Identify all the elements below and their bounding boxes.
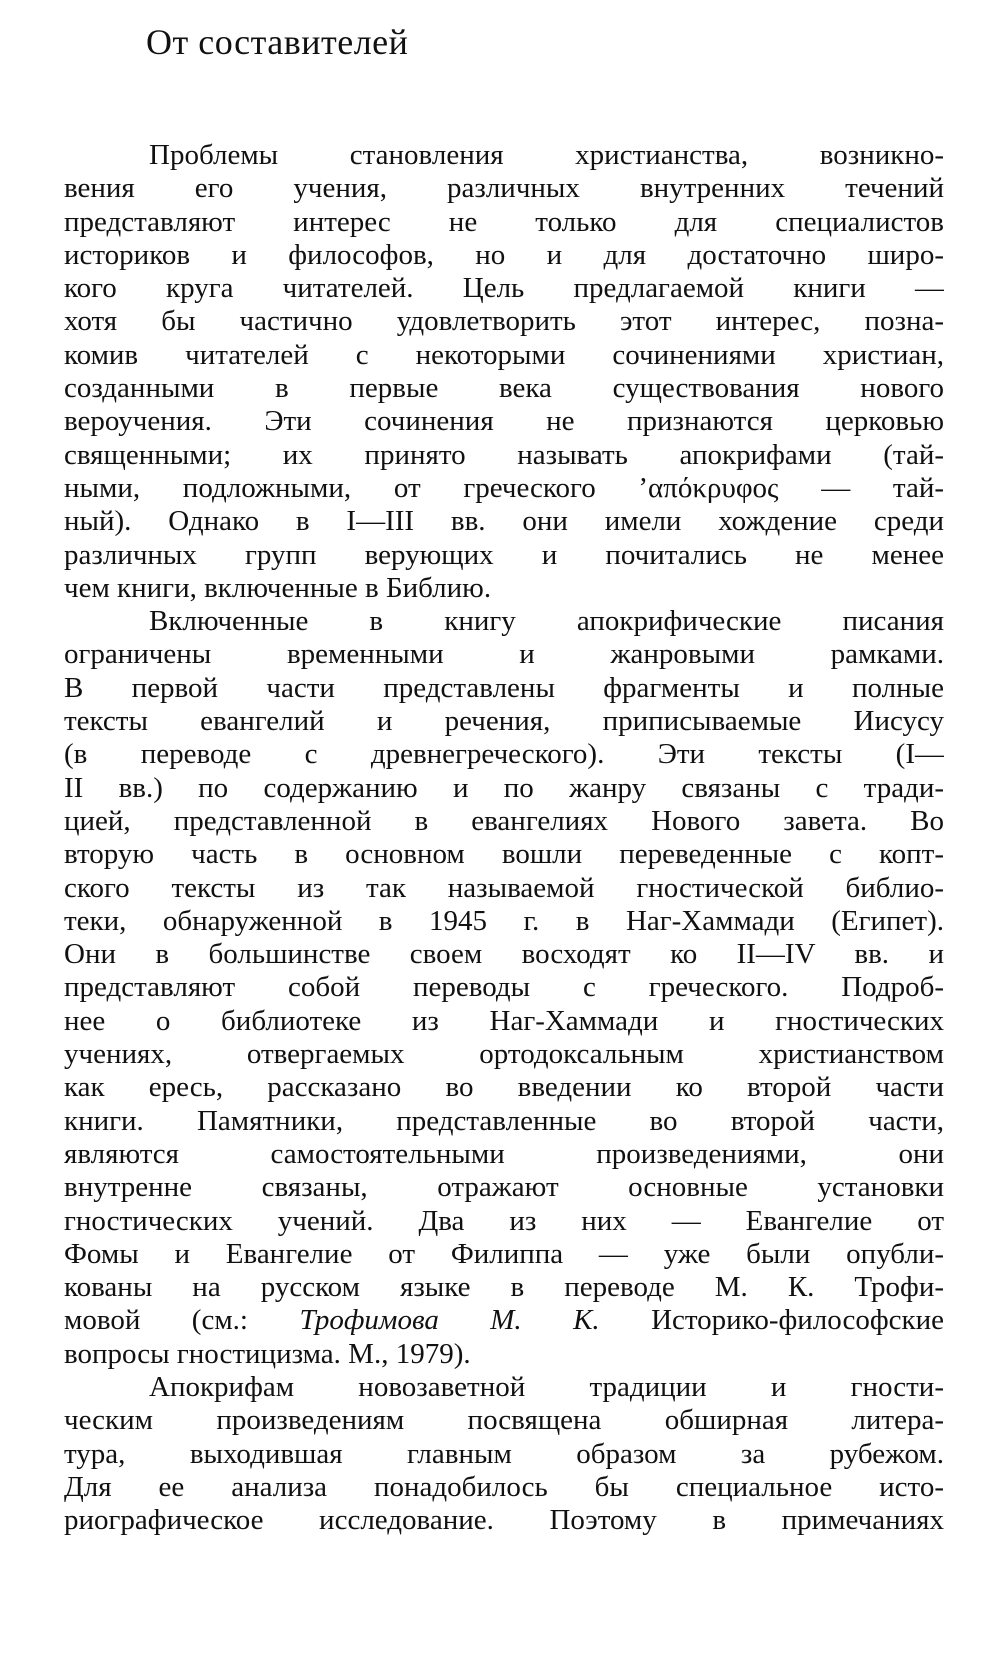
paragraph-literature (64, 1371, 944, 1537)
text-line: созданными в первые века существования нового (64, 372, 944, 405)
text-line: Фомы и Евангелие от Филиппа — уже были опубли- (64, 1237, 944, 1270)
text-line: комив читателей с некоторыми сочинениями христиан, (64, 338, 944, 371)
text-line: вторую часть в основном вошли переведенные с копт- (64, 838, 944, 871)
citation-author: Трофимова М. К. (299, 1304, 600, 1337)
text-line: ный). Однако в I—III вв. они имели хождение среди (64, 505, 944, 538)
section-heading: От составителей (146, 22, 409, 62)
text-line: представляют собой переводы с греческого. Подроб- (64, 971, 944, 1004)
text-line: тура, выходившая главным образом за рубежом. (64, 1437, 944, 1470)
text-line: ограничены временными и жанровыми рамками. (64, 638, 944, 671)
text-line: вопросы гностицизма. М., 1979). (64, 1337, 471, 1370)
text-line: кого круга читателей. Цель предлагаемой книги — (64, 272, 944, 305)
paragraph-contents (64, 605, 944, 1371)
text-line: теки, обнаруженной в 1945 г. в Наг-Хаммади (Египет). (64, 904, 944, 937)
text-line: учениях, отвергаемых ортодоксальным христианством (64, 1038, 944, 1071)
text-line: вения его учения, различных внутренних течений (64, 172, 944, 205)
text-line: священными; их принято называть апокрифами (тай- (64, 438, 944, 471)
paragraph-intro (64, 139, 944, 605)
text-line: книги. Памятники, представленные во второй части, (64, 1104, 944, 1137)
text-line: Они в большинстве своем восходят ко II—IV вв. и (64, 938, 944, 971)
body-text (64, 139, 944, 1537)
text-line: представляют интерес не только для специалистов (64, 205, 944, 238)
text-line: кованы на русском языке в переводе М. К. Трофи- (64, 1271, 944, 1304)
text-line: чем книги, включенные в Библию. (64, 571, 492, 604)
text-line: ными, подложными, от греческого ’απόκρυφος — тай- (64, 471, 944, 504)
text-line: ского тексты из так называемой гностической библио- (64, 871, 944, 904)
text-line: гностических учений. Два из них — Евангелие от (64, 1204, 944, 1237)
text-line: (в переводе с древнегреческого). Эти тексты (I— (64, 738, 944, 771)
citation-title: Историко-философские (599, 1304, 944, 1337)
text-line: являются самостоятельными произведениями, они (64, 1137, 944, 1170)
text-line: риографическое исследование. Поэтому в примечаниях (64, 1504, 944, 1537)
text-line: цией, представленной в евангелиях Нового завета. Во (64, 804, 944, 837)
text-line: Проблемы становления христианства, возникно- (149, 139, 944, 171)
text-line: историков и философов, но и для достаточно широ- (64, 238, 944, 271)
text-line: нее о библиотеке из Наг-Хаммади и гностических (64, 1004, 944, 1037)
text-line: различных групп верующих и почитались не менее (64, 538, 944, 571)
text-line: тексты евангелий и речения, приписываемые Иисусу (64, 705, 944, 738)
text-line: Для ее анализа понадобилось бы специальное исто- (64, 1470, 944, 1503)
text-line: хотя бы частично удовлетворить этот интерес, позна- (64, 305, 944, 338)
text-line: внутренне связаны, отражают основные установки (64, 1171, 944, 1204)
text-line: вероучения. Эти сочинения не признаются церковью (64, 405, 944, 438)
text-line: Включенные в книгу апокрифические писания (149, 605, 944, 638)
citation-prefix: мовой (см.: (64, 1304, 300, 1337)
text-line: как ересь, рассказано во введении ко второй части (64, 1071, 944, 1104)
text-line: ческим произведениям посвящена обширная литера- (64, 1404, 944, 1437)
citation-line (64, 1304, 944, 1337)
text-line: В первой части представлены фрагменты и полные (64, 671, 944, 704)
text-line: Апокрифам новозаветной традиции и гности- (149, 1370, 944, 1403)
text-line: II вв.) по содержанию и по жанру связаны с тради- (64, 771, 944, 804)
